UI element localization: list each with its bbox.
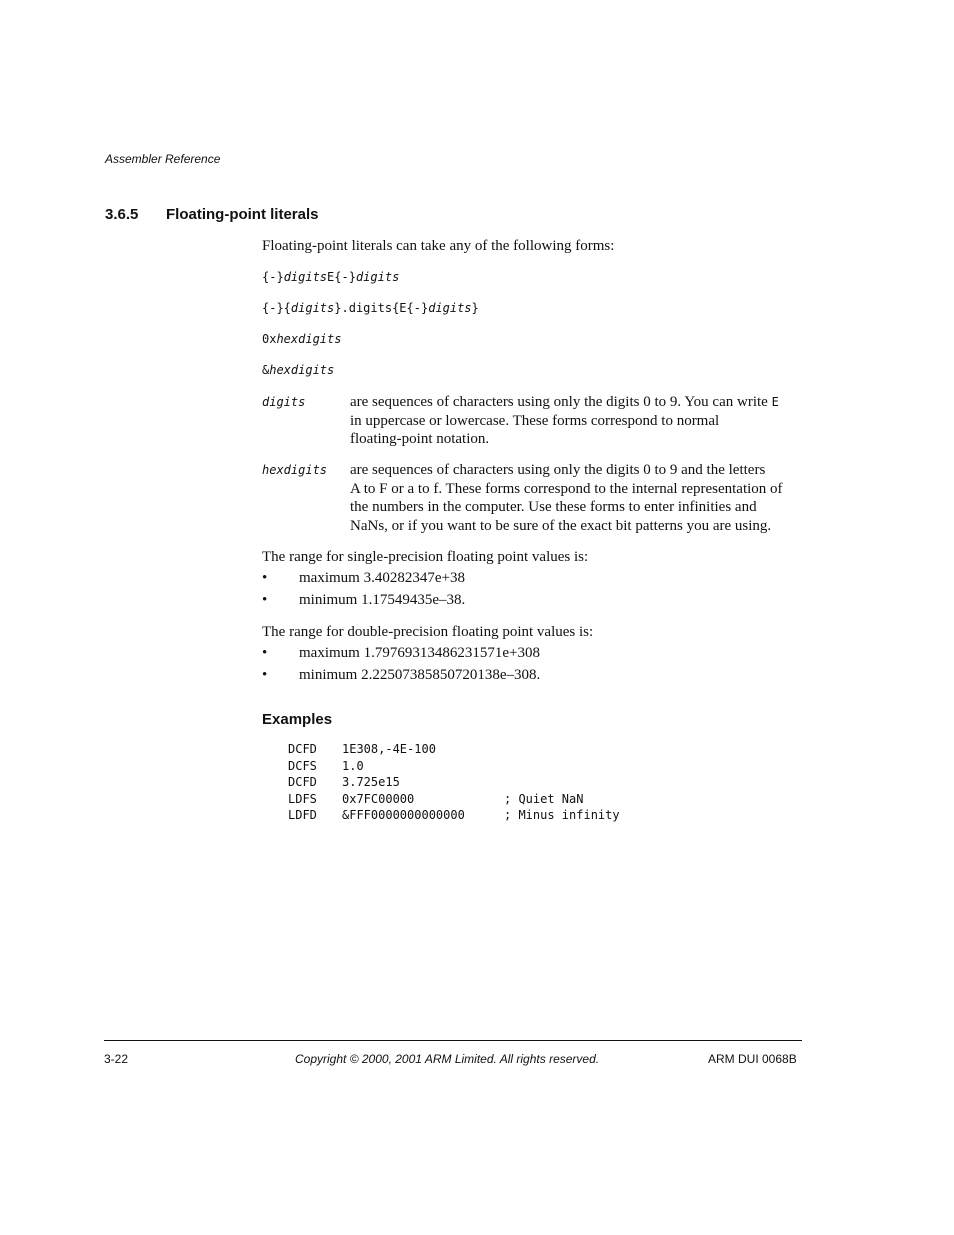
literal-form	[262, 363, 334, 377]
definition-body	[350, 393, 802, 449]
running-header: Assembler Reference	[105, 152, 221, 166]
code-operand: 3.725e15	[342, 775, 400, 790]
code-operand: 1.0	[342, 758, 364, 773]
single-min-item: minimum 1.17549435e–38.	[299, 592, 466, 608]
definition-text: the numbers in the computer. Use these forms to enter infinities and	[350, 499, 757, 515]
definition-text: are sequences of characters using only the digits 0 to 9. You can write	[350, 394, 772, 410]
form-literal: }	[471, 301, 479, 315]
code-opcode: LDFS	[288, 791, 317, 806]
definition-line	[350, 498, 802, 517]
definition-text: NaNs, or if you want to be sure of the exact bit patterns you are using.	[350, 517, 772, 534]
definition-line	[350, 412, 802, 431]
intro-paragraph: Floating-point literals can take any of the following forms:	[262, 238, 615, 254]
literal-form	[262, 301, 479, 315]
code-comment: ; Quiet NaN	[504, 791, 584, 806]
code-operand: 0x7FC00000	[342, 791, 415, 806]
definition-line	[350, 461, 802, 480]
form-placeholder: hexdigits	[276, 332, 342, 346]
section-number: 3.6.5	[105, 206, 139, 223]
bullet-marker: •	[262, 570, 268, 586]
definition-term: digits	[262, 395, 306, 409]
copyright-notice: Copyright © 2000, 2001 ARM Limited. All rights reserved.	[295, 1052, 600, 1066]
code-opcode: DCFD	[288, 775, 317, 790]
form-literal: E{-}	[327, 270, 356, 284]
code-opcode: DCFD	[288, 742, 317, 756]
definition-text: A to F or a to f. These forms correspond to the internal representation of	[350, 480, 783, 497]
double-range-intro: The range for double-precision floating point values is:	[262, 624, 594, 640]
footer-rule	[104, 1040, 802, 1041]
code-comment: ; Minus infinity	[504, 808, 620, 823]
code-operand: &FFF0000000000000	[342, 808, 465, 823]
form-placeholder: digits	[283, 270, 328, 284]
single-max-item: maximum 3.40282347e+38	[299, 570, 465, 586]
definition-line	[350, 430, 802, 449]
code-opcode: DCFS	[288, 758, 317, 773]
literal-form	[262, 270, 399, 284]
definition-body	[350, 461, 802, 535]
form-literal: {-}	[262, 270, 284, 284]
document-id: ARM DUI 0068B	[708, 1052, 797, 1066]
form-placeholder: digits	[355, 270, 400, 284]
form-literal: }.digits{E{-}	[334, 301, 429, 315]
form-literal: {-}{	[262, 301, 291, 315]
section-title: Floating-point literals	[166, 206, 319, 223]
definition-text: floating-point notation.	[350, 431, 490, 447]
definition-term: hexdigits	[262, 463, 328, 477]
bullet-marker: •	[262, 667, 268, 683]
definition-text: in uppercase or lowercase. These forms correspond to normal	[350, 412, 720, 429]
code-opcode: LDFD	[288, 808, 317, 823]
definition-line	[350, 517, 802, 536]
double-max-item: maximum 1.79769313486231571e+308	[299, 645, 540, 661]
definition-line	[350, 393, 802, 412]
form-placeholder: hexdigits	[269, 363, 335, 377]
definition-text: are sequences of characters using only the digits 0 to 9 and the letters	[350, 462, 766, 478]
definition-line	[350, 480, 802, 499]
form-placeholder: digits	[428, 301, 472, 315]
form-literal: 0x	[262, 332, 277, 346]
single-range-intro: The range for single-precision floating point values is:	[262, 549, 589, 565]
form-literal: &	[262, 363, 270, 377]
double-min-item: minimum 2.22507385850720138e–308.	[299, 667, 541, 683]
bullet-marker: •	[262, 645, 268, 661]
code-operand: 1E308,-4E-100	[342, 742, 436, 756]
form-placeholder: digits	[290, 301, 335, 315]
page-number: 3-22	[104, 1052, 129, 1066]
literal-form	[262, 332, 341, 346]
examples-heading: Examples	[262, 711, 333, 728]
bullet-marker: •	[262, 592, 268, 608]
inline-code: E	[771, 395, 779, 409]
